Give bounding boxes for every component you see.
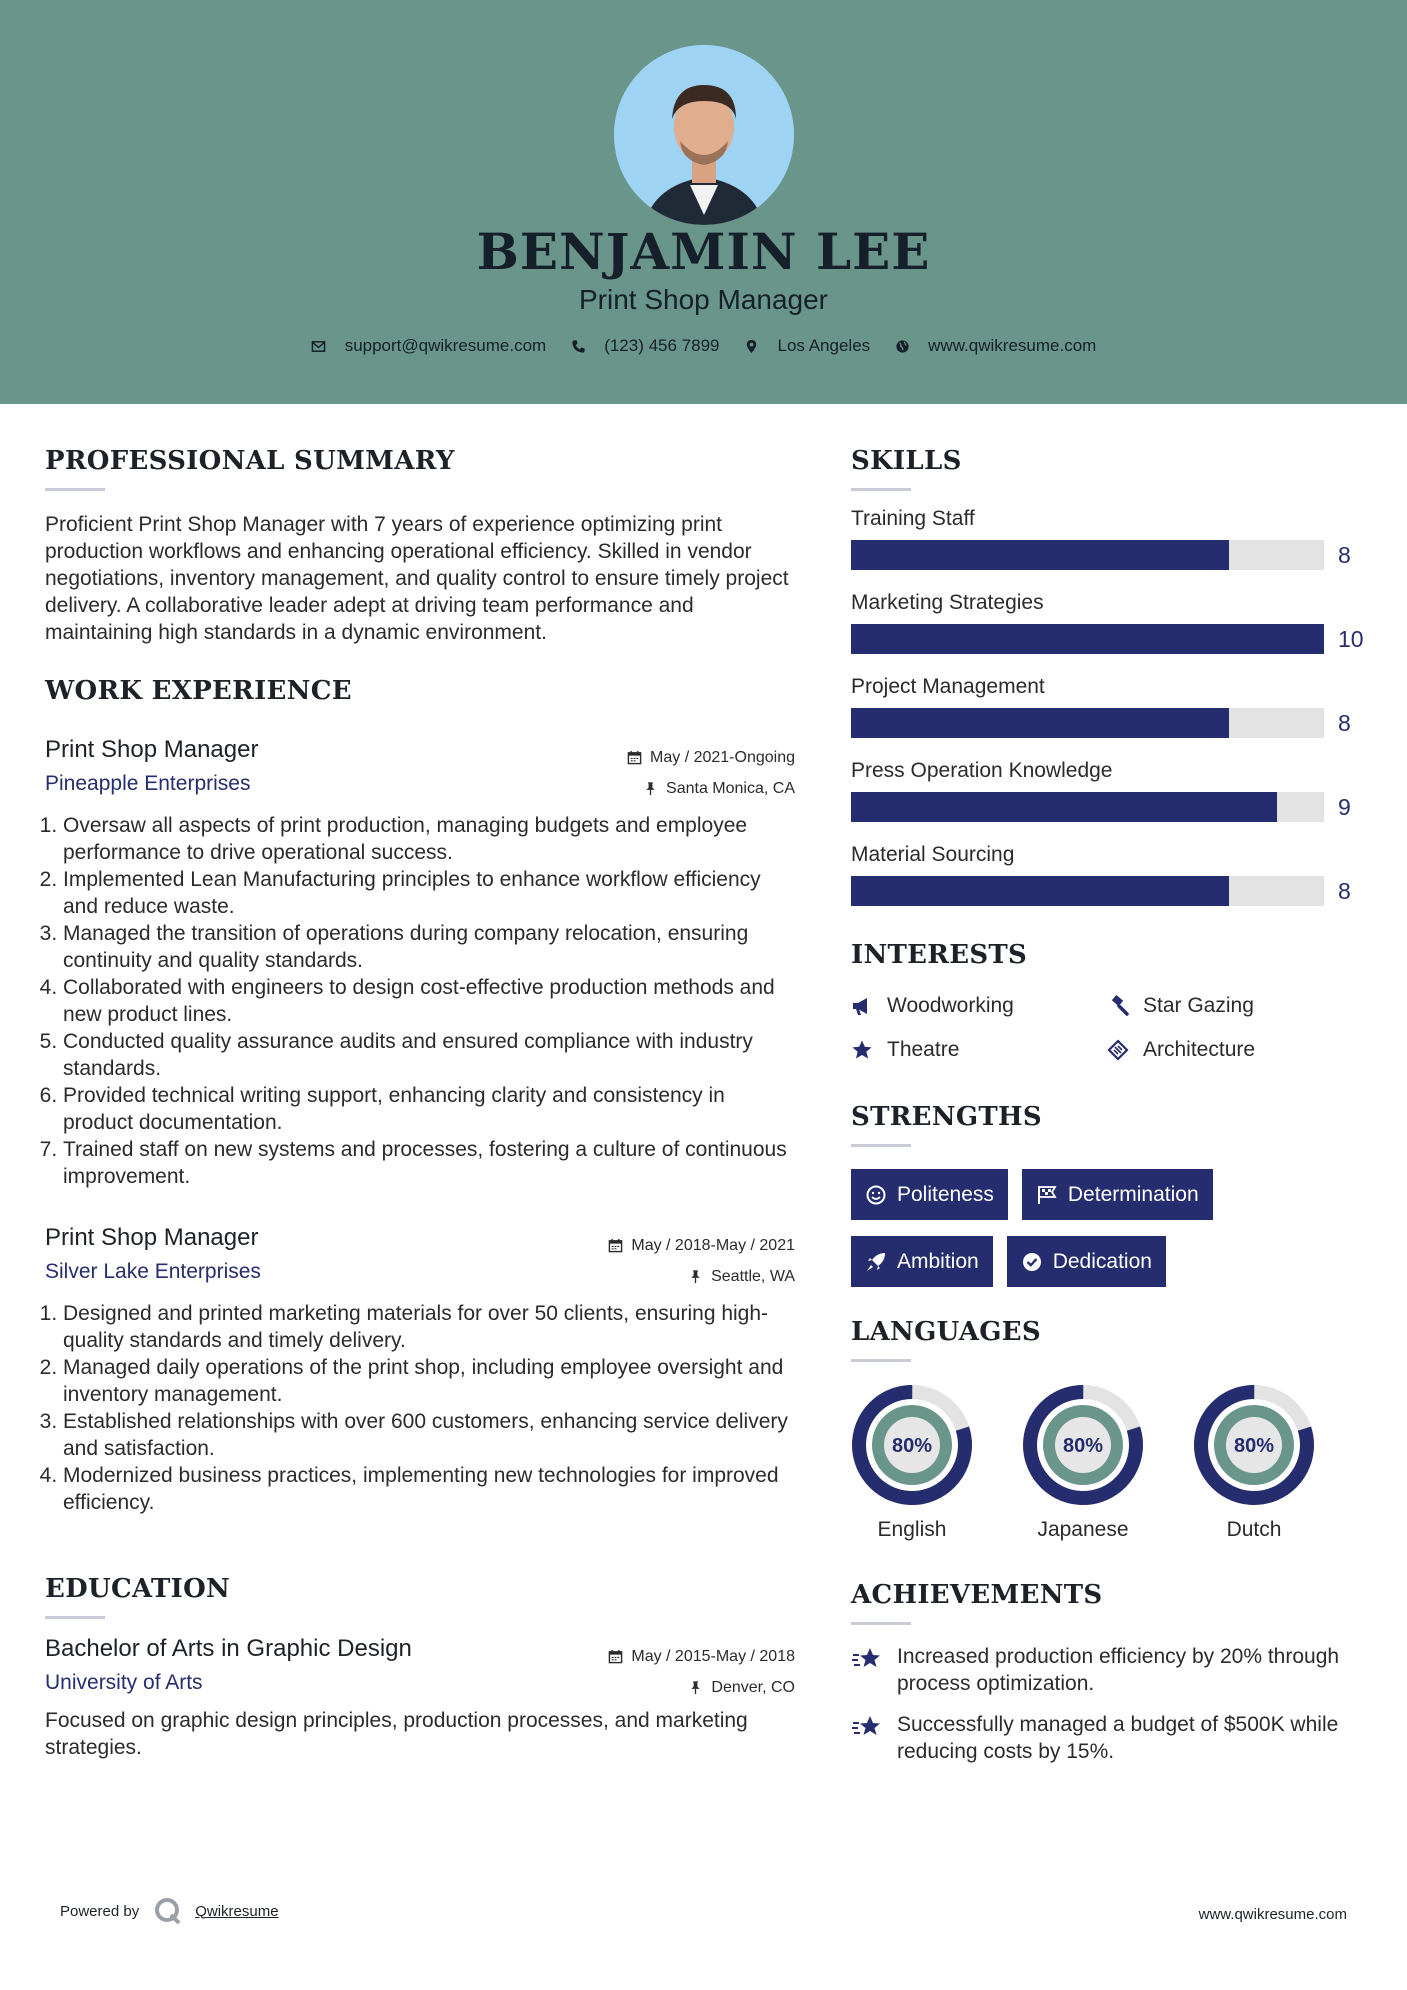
qwikresume-link[interactable]: Qwikresume <box>195 1902 279 1920</box>
flag-icon <box>1036 1184 1058 1206</box>
language-item <box>1193 1384 1364 1542</box>
job-meta <box>608 1230 795 1292</box>
summary-heading: PROFESSIONAL SUMMARY <box>45 446 455 476</box>
strengths-heading: STRENGTHS <box>851 1102 1042 1132</box>
job-meta <box>627 742 795 804</box>
achievements-section <box>851 1580 1371 1765</box>
list-item: 6. Provided technical writing support, enhancing clarity and consistency in product documentation. <box>63 1082 795 1136</box>
job-location: Santa Monica, CA <box>666 780 795 797</box>
job-date: May / 2018-May / 2021 <box>631 1237 795 1254</box>
skill-name: Material Sourcing <box>851 843 1015 866</box>
skill-fill <box>851 792 1277 822</box>
job-company: Pineapple Enterprises <box>45 772 251 795</box>
strength-badge <box>851 1169 1008 1220</box>
skill-value: 8 <box>1338 541 1351 568</box>
job-entry <box>45 736 795 1190</box>
skill-item <box>851 591 1371 654</box>
skill-fill <box>851 876 1229 906</box>
languages-section <box>851 1317 1371 1542</box>
interest-item <box>851 994 1107 1018</box>
skills-list <box>851 507 1371 906</box>
job-entry <box>45 1224 795 1516</box>
strength-label: Determination <box>1067 1182 1199 1206</box>
check-circle-icon <box>1021 1251 1043 1273</box>
summary-text: Proficient Print Shop Manager with 7 years of experience optimizing print production workflows and enhancing operational efficiency. Skilled in vendor negotiations, inventory management, and quality control to ensure timely project delivery. A collaborative leader adept at driving team performance and maintaining high standards in a dynamic environment. <box>45 513 789 644</box>
pushpin-icon <box>688 1269 703 1284</box>
avatar <box>614 45 794 225</box>
language-item <box>1022 1384 1193 1542</box>
achievement-text: Increased production efficiency by 20% through process optimization. <box>897 1645 1340 1695</box>
summary-section <box>45 446 795 646</box>
tag-icon <box>1107 1039 1129 1061</box>
pushpin-icon <box>688 1680 703 1695</box>
calendar-icon <box>627 750 642 765</box>
job-date: May / 2021-Ongoing <box>650 749 795 766</box>
education-date: May / 2015-May / 2018 <box>631 1648 795 1665</box>
interests-section <box>851 940 1371 1062</box>
skill-value: 10 <box>1338 625 1364 652</box>
phone-icon <box>570 338 586 354</box>
achievement-text: Successfully managed a budget of $500K while reducing costs by 15%. <box>897 1713 1339 1763</box>
degree-title: Bachelor of Arts in Graphic Design <box>45 1635 412 1662</box>
list-item: 4. Collaborated with engineers to design cost-effective production methods and new product lines. <box>63 974 795 1028</box>
language-ring <box>1022 1384 1144 1506</box>
map-pin-icon <box>744 338 760 354</box>
duty-list <box>45 812 795 1190</box>
rocket-icon <box>865 1251 887 1273</box>
footer-website[interactable]: www.qwikresume.com <box>1198 1906 1347 1923</box>
skills-heading: SKILLS <box>851 446 962 476</box>
skill-name: Project Management <box>851 675 1045 698</box>
skills-section <box>851 446 1371 906</box>
list-item: 3. Established relationships with over 600 customers, enhancing service delivery and satisfaction. <box>63 1408 795 1462</box>
interest-label: Architecture <box>1143 1038 1256 1061</box>
interest-label: Woodworking <box>887 994 1014 1017</box>
job-company: Silver Lake Enterprises <box>45 1260 261 1283</box>
job-location: Seattle, WA <box>711 1268 795 1285</box>
list-item: 2. Managed daily operations of the print shop, including employee oversight and inventory management. <box>63 1354 795 1408</box>
interests-list <box>851 994 1371 1062</box>
strength-label: Ambition <box>897 1249 979 1273</box>
phone-text: (123) 456 7899 <box>604 336 720 355</box>
education-entry <box>45 1635 795 1761</box>
candidate-title: Print Shop Manager <box>578 284 829 315</box>
skill-fill <box>851 708 1229 738</box>
list-item: 2. Implemented Lean Manufacturing principles to enhance workflow efficiency and reduce waste. <box>63 866 795 920</box>
language-percent: 80% <box>1233 1435 1275 1457</box>
qwikresume-logo-icon <box>153 1896 183 1926</box>
skill-item <box>851 759 1371 822</box>
list-item: 1. Designed and printed marketing materials for over 50 clients, ensuring high-quality standards and timely delivery. <box>63 1300 795 1354</box>
skill-value: 9 <box>1338 793 1351 820</box>
calendar-icon <box>608 1649 623 1664</box>
contact-email[interactable] <box>311 336 547 356</box>
skill-value: 8 <box>1338 709 1351 736</box>
list-item: 3. Managed the transition of operations during company relocation, ensuring continuity and quality standards. <box>63 920 795 974</box>
gavel-icon <box>1107 995 1129 1017</box>
star-award-icon <box>851 1711 883 1743</box>
skill-bar <box>851 708 1324 738</box>
section-divider <box>851 488 911 491</box>
skill-bar <box>851 624 1324 654</box>
duty-list <box>45 1300 795 1516</box>
skill-item <box>851 843 1371 906</box>
education-location: Denver, CO <box>711 1679 795 1696</box>
strength-badge <box>851 1236 993 1287</box>
languages-list <box>851 1384 1371 1542</box>
education-description: Focused on graphic design principles, production processes, and marketing strategies. <box>45 1709 748 1759</box>
education-meta <box>608 1641 795 1703</box>
contact-website[interactable] <box>894 336 1096 356</box>
education-heading: EDUCATION <box>45 1574 231 1604</box>
contact-phone[interactable] <box>570 336 719 356</box>
section-divider <box>851 1359 911 1362</box>
list-item: 7. Trained staff on new systems and processes, fostering a culture of continuous improvement. <box>63 1136 795 1190</box>
section-divider <box>45 488 105 491</box>
job-title: Print Shop Manager <box>45 1224 259 1251</box>
right-column <box>851 446 1371 1765</box>
candidate-name: BENJAMIN LEE <box>476 222 931 281</box>
skill-item <box>851 675 1371 738</box>
star-icon <box>851 1039 873 1061</box>
powered-by-text: Powered by <box>60 1902 140 1920</box>
interest-item <box>851 1038 1107 1062</box>
language-ring <box>1193 1384 1315 1506</box>
calendar-icon <box>608 1238 623 1253</box>
list-item: 1. Oversaw all aspects of print production, managing budgets and employee performance to drive operational success. <box>63 812 795 866</box>
star-award-icon <box>851 1643 883 1675</box>
footer-powered-by <box>60 1896 279 1926</box>
language-item <box>851 1384 1022 1542</box>
language-percent: 80% <box>1062 1435 1104 1457</box>
strength-label: Politeness <box>897 1182 994 1206</box>
skill-fill <box>851 624 1324 654</box>
job-title: Print Shop Manager <box>45 736 259 763</box>
interest-item <box>1107 1038 1347 1062</box>
school-name: University of Arts <box>45 1671 203 1694</box>
strength-badge <box>1007 1236 1166 1287</box>
skill-name: Marketing Strategies <box>851 591 1044 614</box>
experience-heading: WORK EXPERIENCE <box>45 676 352 706</box>
achievement-item <box>851 1643 1371 1697</box>
skill-bar <box>851 792 1324 822</box>
interest-label: Star Gazing <box>1143 994 1254 1017</box>
skill-name: Training Staff <box>851 507 975 530</box>
megaphone-icon <box>851 995 873 1017</box>
language-name: Japanese <box>1037 1518 1129 1541</box>
interest-label: Theatre <box>887 1038 960 1061</box>
skill-bar <box>851 876 1324 906</box>
achievements-heading: ACHIEVEMENTS <box>851 1580 1103 1610</box>
section-divider <box>851 1622 911 1625</box>
strengths-list <box>851 1169 1311 1287</box>
skill-fill <box>851 540 1229 570</box>
interest-item <box>1107 994 1347 1018</box>
skill-item <box>851 507 1371 570</box>
email-text: support@qwikresume.com <box>344 336 547 355</box>
interests-heading: INTERESTS <box>851 940 1028 970</box>
language-name: Dutch <box>1226 1518 1282 1541</box>
website-text: www.qwikresume.com <box>928 336 1097 355</box>
skill-value: 8 <box>1338 877 1351 904</box>
pushpin-icon <box>643 781 658 796</box>
achievement-item <box>851 1711 1371 1765</box>
left-column <box>45 446 795 1761</box>
globe-icon <box>894 338 910 354</box>
strength-badge <box>1022 1169 1213 1220</box>
contact-bar <box>0 336 1407 356</box>
envelope-icon <box>311 338 327 354</box>
language-ring <box>851 1384 973 1506</box>
section-divider <box>45 1616 105 1619</box>
education-section <box>45 1574 795 1761</box>
skill-bar <box>851 540 1324 570</box>
experience-section <box>45 676 795 1516</box>
location-text: Los Angeles <box>777 336 871 355</box>
contact-location <box>744 336 871 356</box>
profile-photo <box>614 45 794 225</box>
languages-heading: LANGUAGES <box>851 1317 1041 1347</box>
smile-icon <box>865 1184 887 1206</box>
section-divider <box>851 1144 911 1147</box>
language-name: English <box>877 1518 947 1541</box>
list-item: 4. Modernized business practices, implementing new technologies for improved efficiency. <box>63 1462 795 1516</box>
strength-label: Dedication <box>1052 1249 1152 1273</box>
list-item: 5. Conducted quality assurance audits and ensured compliance with industry standards. <box>63 1028 795 1082</box>
skill-name: Press Operation Knowledge <box>851 759 1113 782</box>
strengths-section <box>851 1102 1371 1287</box>
resume-header <box>0 0 1407 404</box>
language-percent: 80% <box>891 1435 933 1457</box>
